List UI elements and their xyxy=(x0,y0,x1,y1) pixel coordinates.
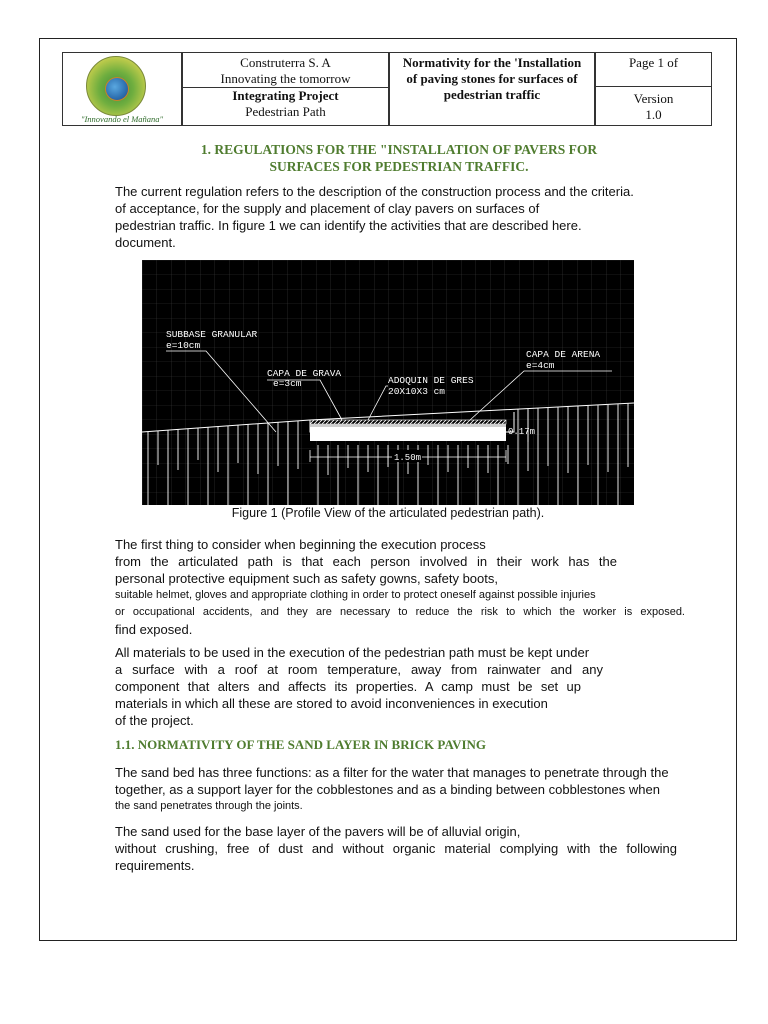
sand-layer xyxy=(310,424,506,427)
section-1-title-line2: SURFACES FOR PEDESTRIAN TRAFFIC. xyxy=(269,159,529,174)
sand-line: together, as a support layer for the cobblestones and as a binding between cobblestones when xyxy=(115,782,660,797)
label-grava-thickness: e=3cm xyxy=(273,378,302,389)
profile-drawing xyxy=(142,260,634,505)
company-name: Construterra S. A xyxy=(240,55,331,70)
sand-line: the sand penetrates through the joints. xyxy=(115,800,303,812)
version-label: Version xyxy=(633,91,674,106)
globe-icon xyxy=(105,77,129,101)
ppe-line: suitable helmet, gloves and appropriate clothing in order to protect oneself against possible injuries xyxy=(115,589,596,601)
ppe-line: or occupational accidents, and they are necessary to reduce the risk to which the worker is exposed. xyxy=(115,606,685,618)
intro-line: The current regulation refers to the description of the construction process and the criteria. xyxy=(115,184,634,199)
page-cell xyxy=(595,52,712,126)
materials-line: component that alters and affects its properties. A camp must be set up xyxy=(115,679,581,694)
section-1-title xyxy=(115,141,683,175)
norm-title-line1: Normativity for the 'Installation xyxy=(402,55,582,70)
company-logo xyxy=(86,56,146,116)
ppe-line: The first thing to consider when beginning the execution process xyxy=(115,537,486,552)
ppe-line: find exposed. xyxy=(115,622,193,637)
materials-line: a surface with a roof at room temperature, away from rainwater and any xyxy=(115,662,603,677)
paver-layer xyxy=(310,420,506,424)
ppe-paragraph xyxy=(115,536,685,638)
sand-functions-paragraph xyxy=(115,764,677,815)
materials-line: of the project. xyxy=(115,713,194,728)
label-subbase: SUBBASE GRANULAR xyxy=(166,329,258,340)
sand-origin-paragraph xyxy=(115,823,677,874)
label-arena: CAPA DE ARENA xyxy=(526,349,601,360)
label-arena-thickness: e=4cm xyxy=(526,360,555,371)
logo-cell xyxy=(62,52,182,126)
version-value: 1.0 xyxy=(645,107,662,122)
project-label: Integrating Project xyxy=(232,88,339,103)
label-grava: CAPA DE GRAVA xyxy=(267,368,342,379)
gravel-layer xyxy=(310,427,506,441)
page-number: Page 1 of xyxy=(628,55,679,70)
intro-paragraph xyxy=(115,183,677,251)
sand-origin-line: without crushing, free of dust and without organic material complying with the following xyxy=(115,841,677,856)
norm-title-line2: of paving stones for surfaces of xyxy=(406,71,578,86)
dim-height-label: 0.17m xyxy=(508,427,536,437)
norm-title-cell xyxy=(389,52,595,126)
section-1-title-line1: 1. REGULATIONS FOR THE "INSTALLATION OF PAVERS FOR xyxy=(200,142,598,157)
intro-line: document. xyxy=(115,235,176,250)
label-adoquin-size: 20X10X3 cm xyxy=(388,386,446,397)
figure-caption: Figure 1 (Profile View of the articulated pedestrian path). xyxy=(231,506,545,520)
project-name: Pedestrian Path xyxy=(245,104,326,119)
sand-origin-line: requirements. xyxy=(115,858,195,873)
norm-title-line3: pedestrian traffic xyxy=(443,87,541,102)
label-adoquin: ADOQUIN DE GRES xyxy=(388,375,474,386)
ppe-line: personal protective equipment such as safety gowns, safety boots, xyxy=(115,571,498,586)
company-cell xyxy=(182,52,389,126)
section-1-1-title: 1.1. NORMATIVITY OF THE SAND LAYER IN BRICK PAVING xyxy=(115,737,487,752)
intro-line: of acceptance, for the supply and placement of clay pavers on surfaces of xyxy=(115,201,540,216)
materials-line: materials in which all these are stored to avoid inconveniences in execution xyxy=(115,696,548,711)
dim-width-label: 1.50m xyxy=(394,453,422,463)
logo-tagline: "Innovando el Mañana" xyxy=(80,114,164,124)
intro-line: pedestrian traffic. In figure 1 we can identify the activities that are described here. xyxy=(115,218,582,233)
profile-figure xyxy=(142,260,634,505)
materials-paragraph xyxy=(115,644,677,729)
sand-line: The sand bed has three functions: as a filter for the water that manages to penetrate through the xyxy=(115,765,669,780)
materials-line: All materials to be used in the execution of the pedestrian path must be kept under xyxy=(115,645,590,660)
cell-divider xyxy=(596,86,711,87)
company-slogan: Innovating the tomorrow xyxy=(220,71,351,86)
label-subbase-thickness: e=10cm xyxy=(166,340,201,351)
ppe-line: from the articulated path is that each person involved in their work has the xyxy=(115,554,617,569)
sand-origin-line: The sand used for the base layer of the pavers will be of alluvial origin, xyxy=(115,824,521,839)
